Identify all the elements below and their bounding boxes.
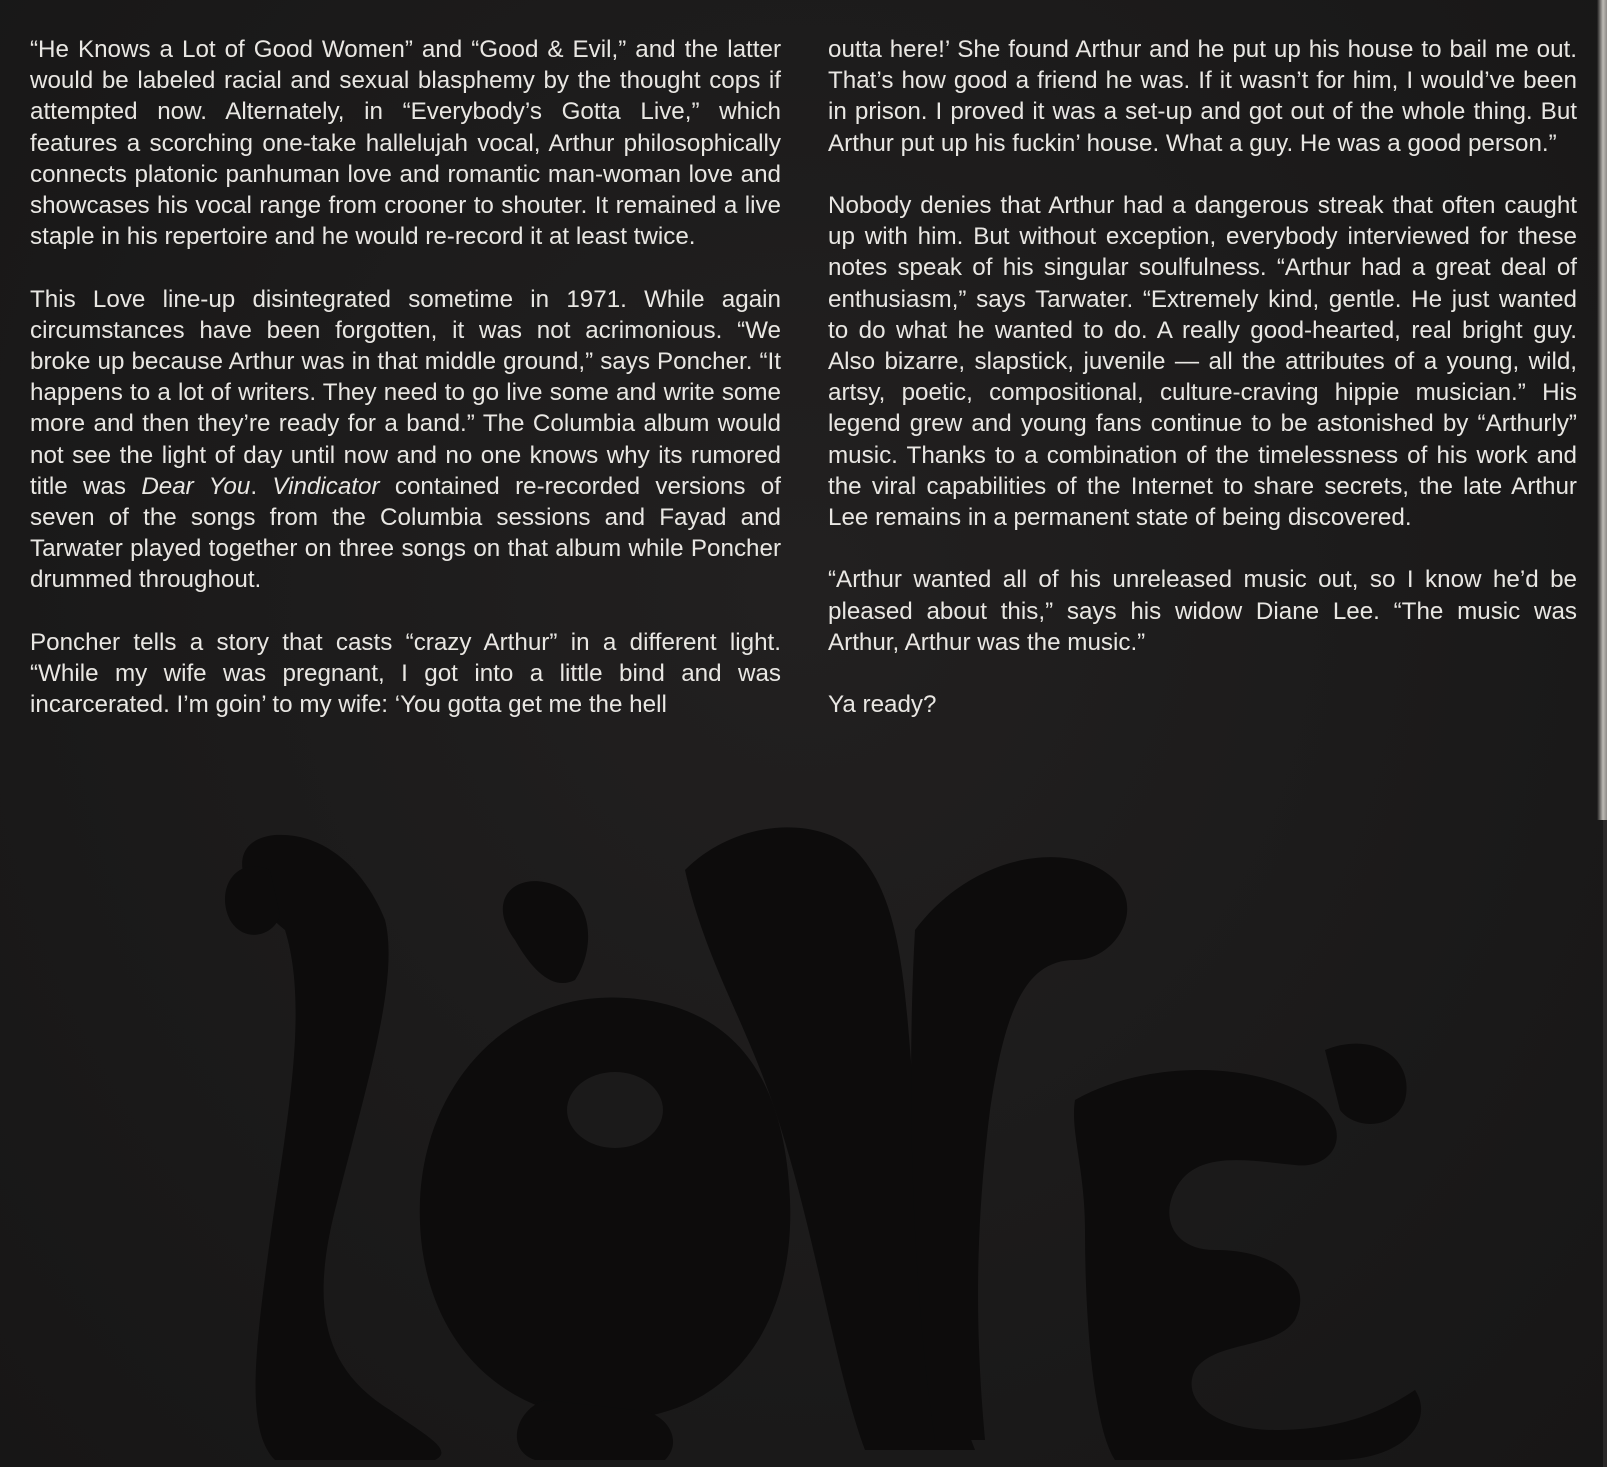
left-text-column (30, 34, 781, 720)
paragraph-text: This Love line-up disintegrated sometime in 1971. While again circumstances have been forgotten, it was not acrimonious. “We broke up because Arthur was in that middle ground,” says Poncher. “It happens to a lot of writers. They need to go live some and write some more and then they’re ready for a band.” The Columbia album would not see the light of day until now and no one knows why its rumored title was (30, 285, 781, 500)
album-title: Dear You (141, 472, 251, 500)
paragraph: “He Knows a Lot of Good Women” and “Good & Evil,” and the latter would be labeled racial and sexual blasphemy by the thought cops if attempted now. Alternately, in “Everybody’s Gotta Live,” which features a scorching one-take hallelujah vocal, Arthur philosophically connects platonic panhuman love and romantic man-woman love and showcases his vocal range from crooner to shouter. It remained a live staple in his repertoire and he would re-record it at least twice. (30, 36, 781, 251)
paragraph-text: contained re-recorded versions of seven of the songs from the Columbia sessions and Fayad and Tarwater played together on three songs on that album while Poncher drummed throughout. (30, 472, 781, 594)
paragraph: Poncher tells a story that casts “crazy Arthur” in a different light. “While my wife was pregnant, I got into a little bind and was incarcerated. I’m goin’ to my wife: ‘You gotta get me the hell (30, 628, 781, 719)
page-edge (1597, 0, 1607, 820)
paragraph (30, 284, 781, 596)
right-text-column (828, 34, 1577, 720)
paragraph: “Arthur wanted all of his unreleased music out, so I know he’d be pleased about this,” says his widow Diane Lee. “The music was Arthur, Arthur was the music.” (828, 566, 1577, 656)
closing-line: Ya ready? (828, 691, 937, 719)
love-band-logo-icon (215, 810, 1515, 1460)
paragraph-text: . (250, 472, 258, 500)
page-edge-shadow (1603, 820, 1607, 1467)
paragraph: outta here!’ She found Arthur and he put up his house to bail me out. That’s how good a friend he was. If it wasn’t for him, I would’ve been in prison. I proved it was a set-up and got out of the whole thing. But Arthur put up his fuckin’ house. What a guy. He was a good person.” (828, 36, 1577, 157)
paragraph: Nobody denies that Arthur had a dangerous streak that often caught up with him. But without exception, everybody interviewed for these notes speak of his singular soulfulness. “Arthur had a great deal of enthusiasm,” says Tarwater. “Extremely kind, gentle. He just wanted to do what he wanted to do. A really good-hearted, real bright guy. Also bizarre, slapstick, juvenile — all the attributes of a young, wild, artsy, poetic, compositional, culture-craving hippie musician.” His legend grew and young fans continue to be astonished by “Arthurly” music. Thanks to a combination of the timelessness of his work and the viral capabilities of the Internet to share secrets, the late Arthur Lee remains in a permanent state of being discovered. (828, 192, 1577, 532)
album-title: Vindicator (272, 472, 380, 500)
